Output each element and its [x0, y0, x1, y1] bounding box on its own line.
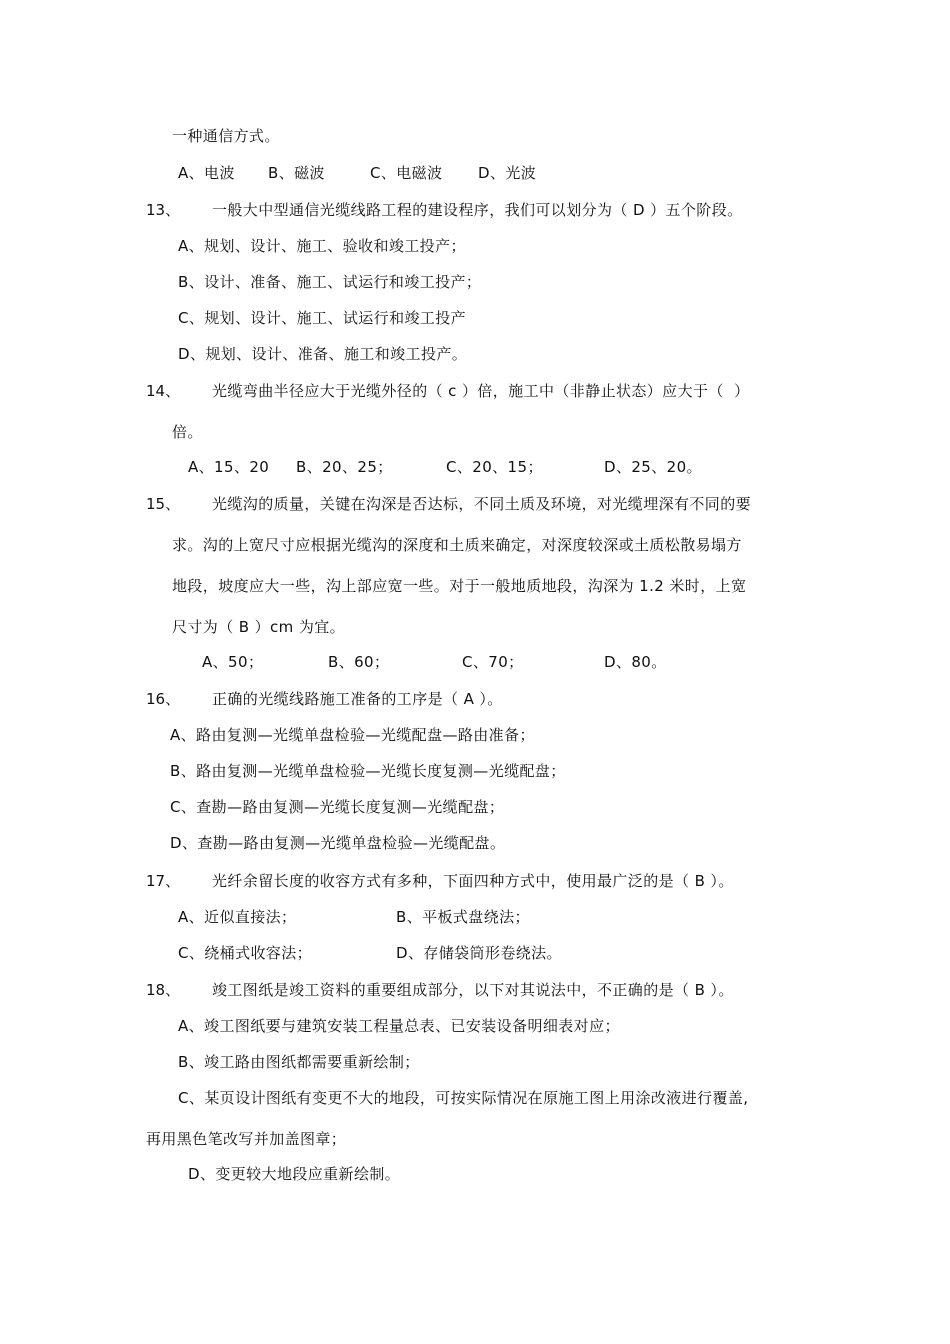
q16-option-d: D、查勘—路由复测—光缆单盘检验—光缆配盘。 — [170, 834, 506, 852]
q18-number: 18、 — [146, 981, 181, 999]
q17-option-b: B、平板式盘绕法； — [396, 908, 530, 926]
q15-question-line-3: 地段，坡度应大一些，沟上部应宽一些。对于一般地质地段，沟深为 1.2 米时，上宽 — [172, 577, 747, 595]
q15-question-line-2: 求。沟的上宽尺寸应根据光缆沟的深度和土质来确定，对深度较深或土质松散易塌方 — [172, 536, 742, 554]
q14-option-b: B、20、25； — [296, 458, 393, 476]
q17-number: 17、 — [146, 872, 181, 890]
q18-option-a: A、竣工图纸要与建筑安装工程量总表、已安装设备明细表对应； — [178, 1017, 620, 1035]
q15-option-b: B、60； — [328, 653, 390, 671]
q17-option-a: A、近似直接法； — [178, 908, 297, 926]
q15-question-line-4: 尺寸为（ B ）cm 为宜。 — [172, 618, 346, 636]
q15-option-c: C、70； — [462, 653, 524, 671]
q17-option-d: D、存储袋筒形卷绕法。 — [396, 944, 562, 962]
q18-option-c-line-1: C、某页设计图纸有变更不大的地段，可按实际情况在原施工图上用涂改液进行覆盖, — [178, 1089, 749, 1107]
q16-option-b: B、路由复测—光缆单盘检验—光缆长度复测—光缆配盘； — [170, 762, 566, 780]
q12-continuation: 一种通信方式。 — [172, 127, 280, 145]
q16-option-c: C、查勘—路由复测—光缆长度复测—光缆配盘； — [170, 798, 505, 816]
q13-option-d: D、规划、设计、准备、施工和竣工投产。 — [178, 345, 468, 363]
q15-option-a: A、50； — [202, 653, 264, 671]
q14-number: 14、 — [146, 382, 181, 400]
q14-option-d: D、25、20。 — [604, 458, 702, 476]
q13-option-a: A、规划、设计、施工、验收和竣工投产； — [178, 237, 466, 255]
q12-option-d: D、光波 — [478, 164, 537, 182]
q13-option-b: B、设计、准备、施工、试运行和竣工投产； — [178, 273, 482, 291]
q13-question: 一般大中型通信光缆线路工程的建设程序，我们可以划分为（ D ）五个阶段。 — [212, 201, 743, 219]
q15-question-line-1: 光缆沟的质量，关键在沟深是否达标，不同土质及环境，对光缆埋深有不同的要 — [212, 495, 752, 513]
q18-option-d: D、变更较大地段应重新绘制。 — [188, 1165, 401, 1183]
q14-option-a: A、15、20 — [188, 458, 270, 476]
q12-option-a: A、电波 — [178, 164, 235, 182]
q18-option-c-line-2: 再用黑色笔改写并加盖图章； — [146, 1130, 347, 1148]
q16-number: 16、 — [146, 690, 181, 708]
q16-option-a: A、路由复测—光缆单盘检验—光缆配盘—路由准备； — [170, 726, 535, 744]
q17-option-c: C、绕桶式收容法； — [178, 944, 313, 962]
q12-option-b: B、磁波 — [268, 164, 325, 182]
q15-option-d: D、80。 — [604, 653, 667, 671]
q18-question: 竣工图纸是竣工资料的重要组成部分，以下对其说法中，不正确的是（ B ）。 — [212, 981, 734, 999]
q14-option-c: C、20、15； — [446, 458, 543, 476]
q15-number: 15、 — [146, 495, 181, 513]
q17-question: 光纤余留长度的收容方式有多种，下面四种方式中，使用最广泛的是（ B ）。 — [212, 872, 734, 890]
q13-number: 13、 — [146, 201, 181, 219]
q12-option-c: C、电磁波 — [370, 164, 443, 182]
q16-question: 正确的光缆线路施工准备的工序是（ A ）。 — [212, 690, 503, 708]
q13-option-c: C、规划、设计、施工、试运行和竣工投产 — [178, 309, 467, 327]
q14-question: 光缆弯曲半径应大于光缆外径的（ c ）倍，施工中（非静止状态）应大于（ ） — [212, 382, 750, 400]
q18-option-b: B、竣工路由图纸都需要重新绘制； — [178, 1053, 420, 1071]
q14-continuation: 倍。 — [172, 423, 203, 441]
